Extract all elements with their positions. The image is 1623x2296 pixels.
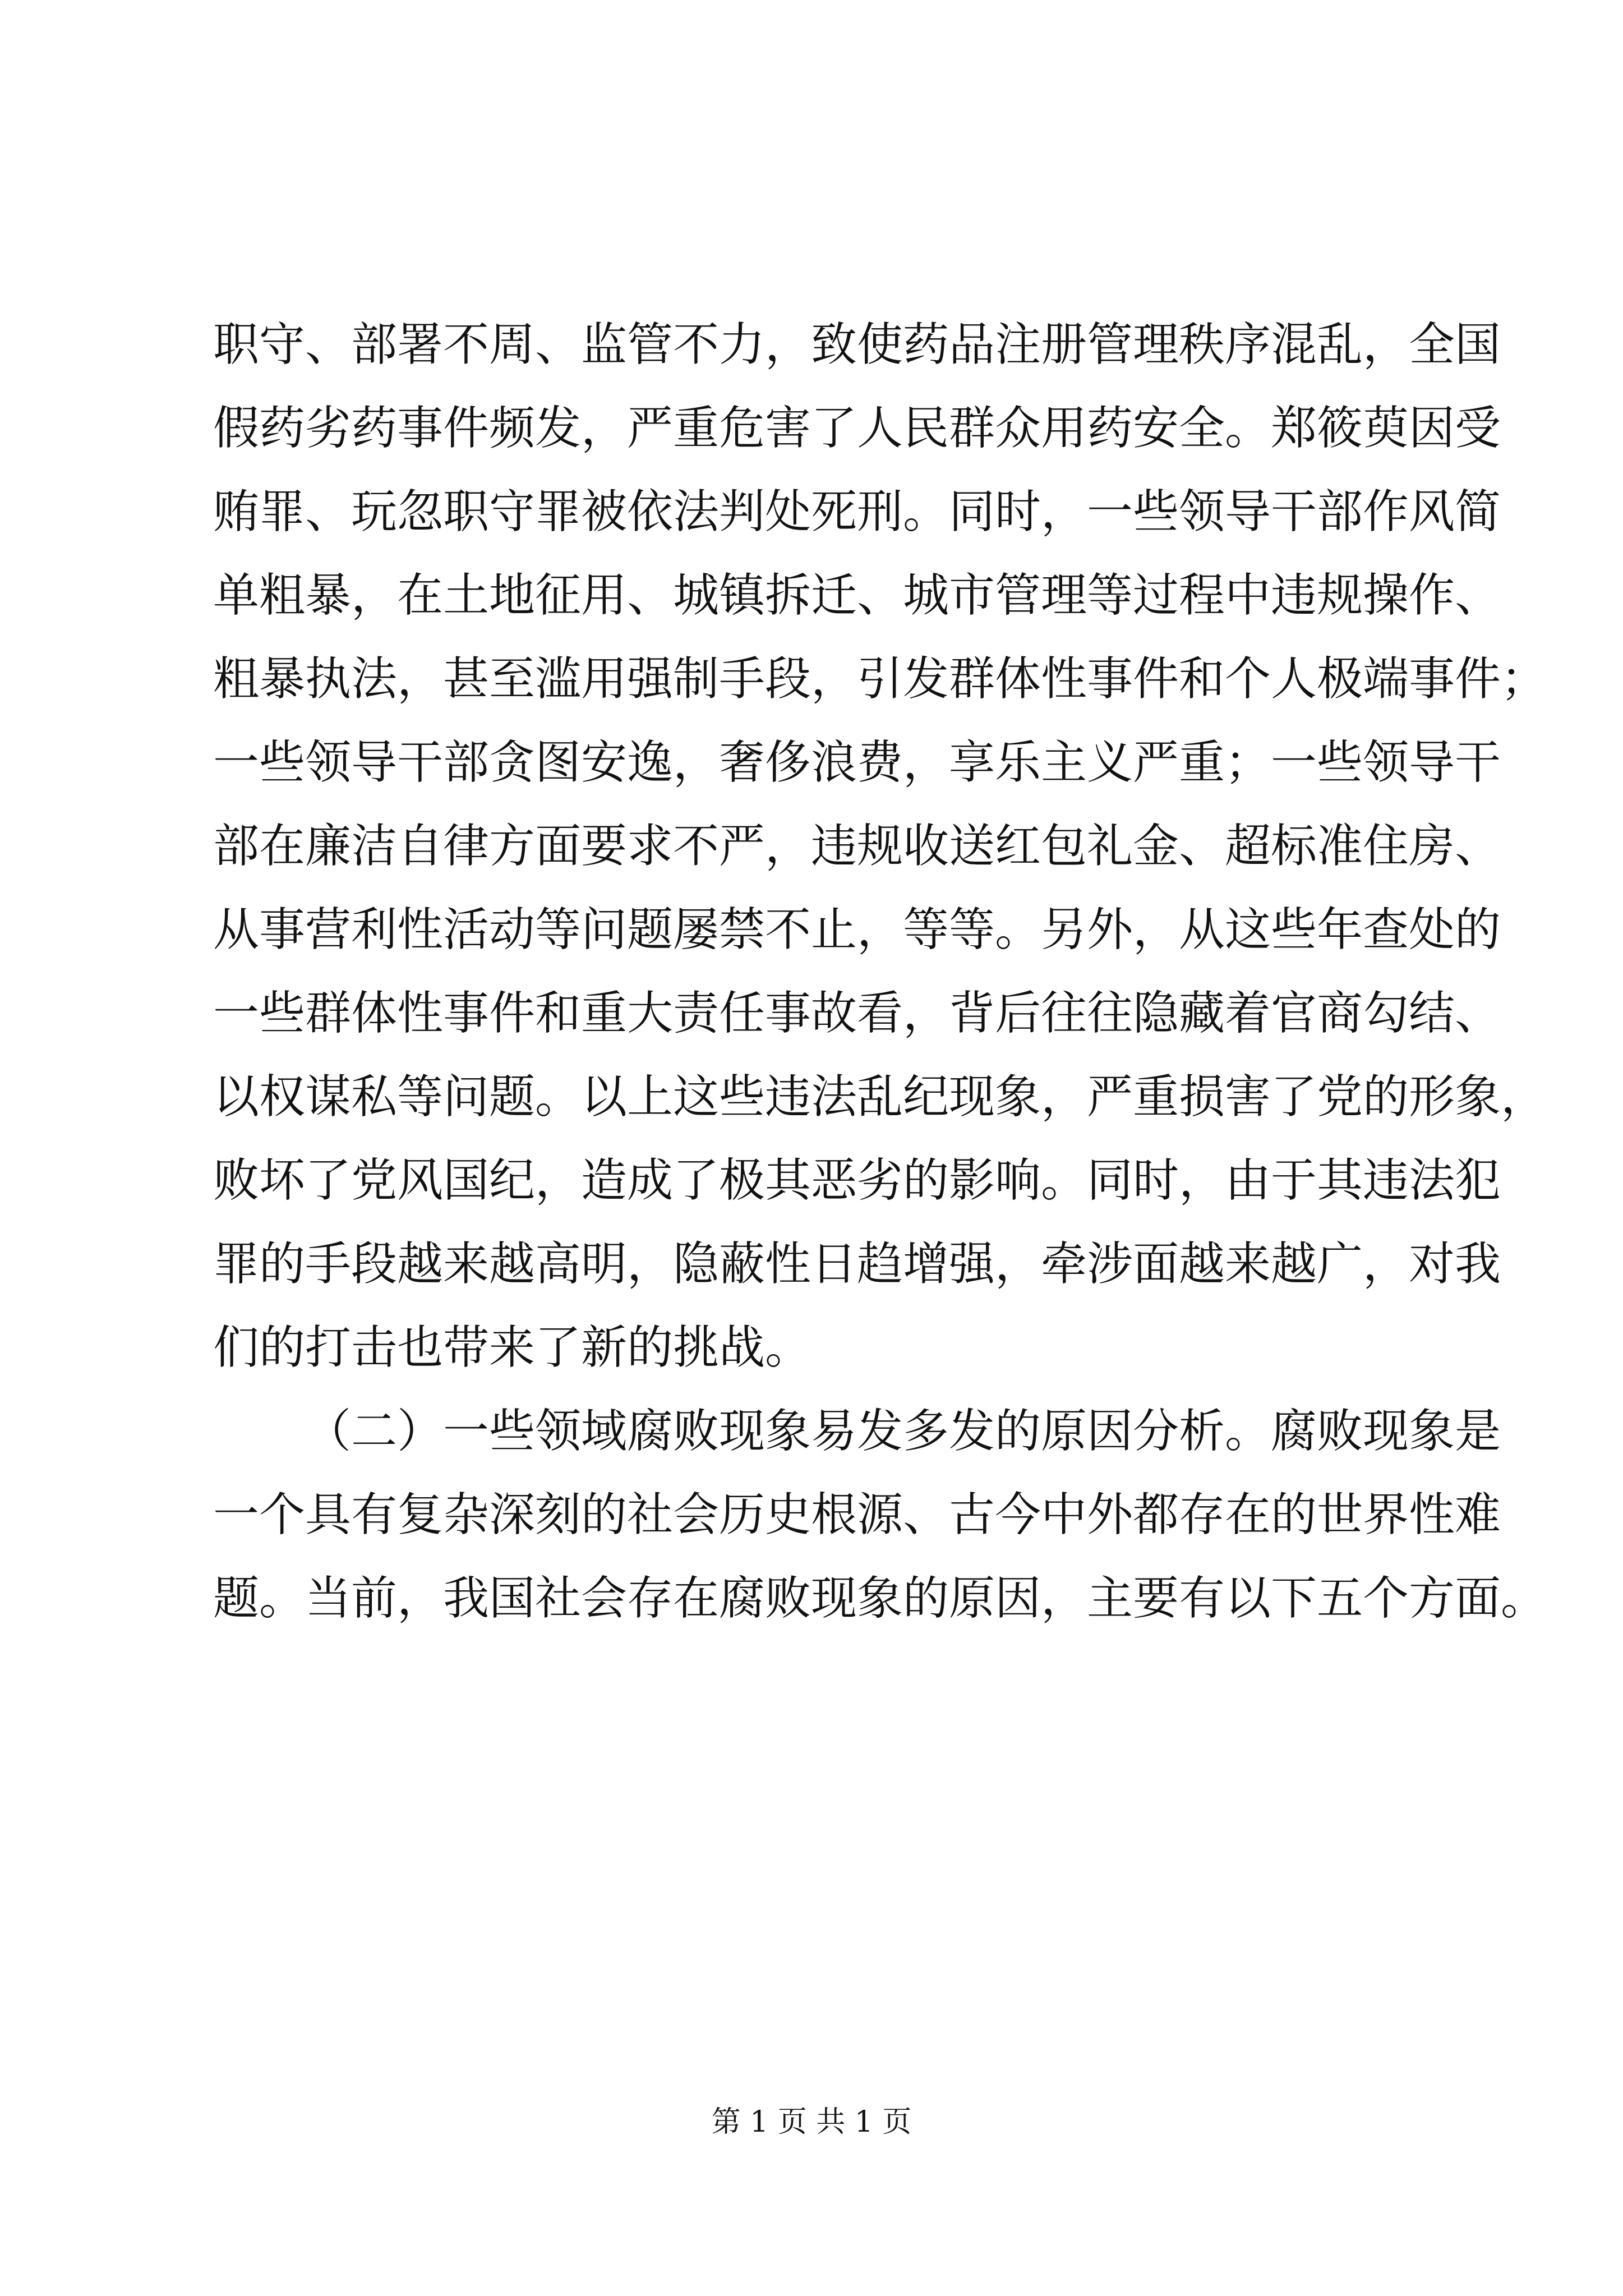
text-line: 单粗暴，在土地征用、城镇拆迁、城市管理等过程中违规操作、 (213, 569, 1501, 622)
text-line: 以权谋私等问题。以上这些违法乱纪现象，严重损害了党的形象， (213, 1070, 1547, 1124)
text-line: 部在廉洁自律方面要求不严，违规收送红包礼金、超标准住房、 (213, 820, 1501, 873)
page-number: 第 1 页 共 1 页 (711, 2105, 912, 2139)
text-line: 一个具有复杂深刻的社会历史根源、古今中外都存在的世界性难 (213, 1488, 1501, 1542)
text-line: 们的打击也带来了新的挑战。 (213, 1321, 811, 1374)
text-line: 贿罪、玩忽职守罪被依法判处死刑。同时，一些领导干部作风简 (213, 485, 1501, 539)
text-line: 一些群体性事件和重大责任事故看，背后往往隐藏着官商勾结、 (213, 987, 1501, 1040)
paragraph (213, 1389, 1547, 1640)
text-line: 粗暴执法，甚至滥用强制手段，引发群体性事件和个人极端事件； (213, 652, 1547, 706)
text-line: 职守、部署不周、监管不力，致使药品注册管理秩序混乱，全国 (213, 318, 1501, 371)
text-line: 罪的手段越来越高明，隐蔽性日趋增强，牵涉面越来越广，对我 (213, 1237, 1501, 1291)
page-footer (0, 2098, 1623, 2140)
text-line: 从事营利性活动等问题屡禁不止，等等。另外，从这些年查处的 (213, 903, 1501, 956)
text-line: 假药劣药事件频发，严重危害了人民群众用药安全。郑筱萸因受 (213, 402, 1501, 455)
text-line: （二）一些领域腐败现象易发多发的原因分析。腐败现象是 (305, 1405, 1501, 1458)
paragraph (213, 303, 1547, 1389)
document-body (213, 303, 1547, 1640)
text-line: 一些领导干部贪图安逸，奢侈浪费，享乐主义严重；一些领导干 (213, 736, 1501, 789)
text-line: 题。当前，我国社会存在腐败现象的原因，主要有以下五个方面。 (213, 1572, 1547, 1625)
text-line: 败坏了党风国纪，造成了极其恶劣的影响。同时，由于其违法犯 (213, 1154, 1501, 1207)
